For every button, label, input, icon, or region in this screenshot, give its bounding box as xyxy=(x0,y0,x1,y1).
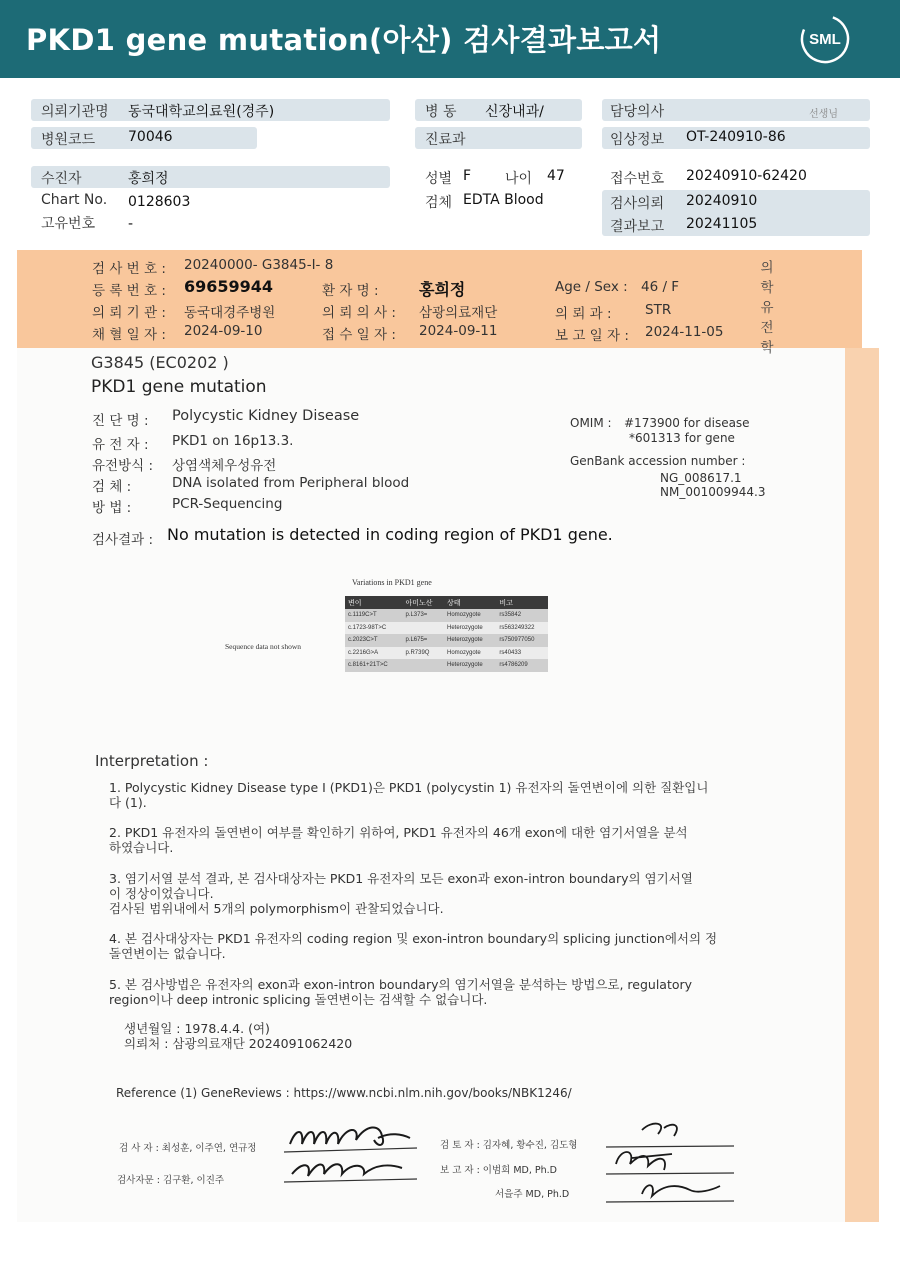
doctor-label: 담당의사 xyxy=(610,104,665,120)
ward-label: 병 동 xyxy=(425,104,457,120)
interp-3c: 검사된 범위내에서 5개의 polymorphism이 관찰되었습니다. xyxy=(109,901,444,916)
variations-table xyxy=(345,596,548,672)
svg-text:SML: SML xyxy=(809,31,841,48)
birth-date: 생년월일 : 1978.4.4. (여) xyxy=(124,1021,270,1036)
side-label: 의 학 유 전 학 xyxy=(760,260,774,356)
req-dept-value: STR xyxy=(645,302,672,318)
omim-disease: #173900 for disease xyxy=(624,416,750,430)
req-doc-value: 삼광의료재단 xyxy=(419,305,498,321)
request-value: 20240910 xyxy=(686,193,758,209)
unique-no-label: 고유번호 xyxy=(41,216,96,232)
test-no-label: 검 사 번 호 : xyxy=(92,261,166,277)
interp-3b: 이 정상이었습니다. xyxy=(109,886,214,901)
specimen-label: 검 체 : xyxy=(92,479,132,495)
inheritance-label: 유전방식 : xyxy=(92,458,154,474)
method-label: 방 법 : xyxy=(92,500,132,516)
req-inst-label: 의 뢰 기 관 : xyxy=(92,305,166,321)
patient-name-value: 홍희정 xyxy=(419,280,466,299)
scanned-report xyxy=(17,250,862,1222)
gene-label: 유 전 자 : xyxy=(92,437,149,453)
inheritance-value: 상염색체우성유전 xyxy=(172,458,277,474)
omim-label: OMIM : xyxy=(570,416,612,430)
reg-no-label: 등 록 번 호 : xyxy=(92,283,166,299)
table-row: c.2216G>A p.R739Q Homozygote rs40433 xyxy=(345,647,548,660)
result-value: No mutation is detected in coding region of PKD1 gene. xyxy=(167,525,613,544)
col-status: 상태 xyxy=(444,596,496,609)
hospital-code-value: 70046 xyxy=(128,129,173,145)
sequence-note: Sequence data not shown xyxy=(225,642,302,651)
doctor-suffix: 선생님 xyxy=(809,109,838,120)
interp-1b: 다 (1). xyxy=(109,795,147,810)
reg-no-value: 69659944 xyxy=(184,277,274,296)
interp-4b: 돌연변이는 없습니다. xyxy=(109,946,226,961)
interp-3a: 3. 염기서열 분석 결과, 본 검사대상자는 PKD1 유전자의 모든 exon과 exon-intron boundary의 염기서열 xyxy=(109,871,693,886)
chart-no-value: 0128603 xyxy=(128,194,191,210)
reporter-name-2: 서을주 MD, Ph.D xyxy=(495,1189,570,1200)
interp-2b: 하였습니다. xyxy=(109,840,174,855)
report-label: 결과보고 xyxy=(610,219,665,235)
reviewer-signature xyxy=(602,1118,737,1208)
method-value: PCR-Sequencing xyxy=(172,496,283,512)
interp-1a: 1. Polycystic Kidney Disease type I (PKD1)은 PKD1 (polycystin 1) 유전자의 돌연변이에 의한 질환입니 xyxy=(109,780,709,795)
req-inst-value: 동국대경주병원 xyxy=(184,305,276,321)
table-row: c.8161+21T>C Heterozygote rs4786209 xyxy=(345,659,548,672)
sex-label: 성별 xyxy=(425,171,453,187)
header-bar xyxy=(0,0,900,78)
request-label: 검사의뢰 xyxy=(610,196,665,212)
col-amino-acid: 아미노산 xyxy=(402,596,444,609)
report-date-value: 2024-11-05 xyxy=(645,324,724,340)
patient-name-label: 환 자 명 : xyxy=(322,283,379,299)
age-label: 나이 xyxy=(505,171,533,187)
interpretation-heading: Interpretation : xyxy=(95,752,209,770)
age-sex-label: Age / Sex : xyxy=(555,279,628,295)
receipt-label: 접수번호 xyxy=(610,171,665,187)
gene-value: PKD1 on 16p13.3. xyxy=(172,433,294,449)
table-row: c.1723-98T>C Heterozygote rs563249322 xyxy=(345,622,548,635)
scanned-report-edge xyxy=(845,348,879,1222)
receipt-value: 20240910-62420 xyxy=(686,168,807,184)
chart-no-label: Chart No. xyxy=(41,192,108,208)
variations-title: Variations in PKD1 gene xyxy=(352,578,432,587)
req-doc-label: 의 뢰 의 사 : xyxy=(322,305,396,321)
table-header-row xyxy=(345,596,548,609)
specimen-value: DNA isolated from Peripheral blood xyxy=(172,475,410,491)
clinical-label: 임상정보 xyxy=(610,132,665,148)
collect-date-label: 채 혈 일 자 : xyxy=(92,327,166,343)
clinical-value: OT-240910-86 xyxy=(686,129,786,145)
reviewer-names: 검 토 자 : 김자혜, 황수진, 김도형 xyxy=(440,1140,578,1151)
test-name: PKD1 gene mutation xyxy=(91,377,267,397)
age-sex-value: 46 / F xyxy=(641,279,680,295)
tester-signature xyxy=(282,1118,422,1188)
institution-label: 의뢰기관명 xyxy=(41,104,109,120)
interp-5b: region이나 deep intronic splicing 돌연변이는 검색할 수 없습니다. xyxy=(109,992,488,1007)
req-dept-label: 의 뢰 과 : xyxy=(555,306,612,322)
report-value: 20241105 xyxy=(686,216,758,232)
page-title: PKD1 gene mutation(아산) 검사결과보고서 xyxy=(26,23,662,57)
patient-value: 홍희정 xyxy=(128,171,169,187)
patient-label: 수진자 xyxy=(41,171,82,187)
col-variant: 변이 xyxy=(345,596,402,609)
receive-date-value: 2024-09-11 xyxy=(419,323,498,339)
interp-2a: 2. PKD1 유전자의 돌연변이 여부를 확인하기 위하여, PKD1 유전자의 46개 exon에 대한 염기서열을 분석 xyxy=(109,825,688,840)
specimen-value: EDTA Blood xyxy=(463,192,544,208)
institution-value: 동국대학교의료원(경주) xyxy=(128,104,275,120)
diagnosis-label: 진 단 명 : xyxy=(92,413,149,429)
patient-row xyxy=(31,166,390,188)
referrer: 의뢰처 : 삼광의료재단 2024091062420 xyxy=(124,1036,353,1051)
diagnosis-value: Polycystic Kidney Disease xyxy=(172,408,360,424)
genbank-label: GenBank accession number : xyxy=(570,454,746,468)
table-row: c.2023C>T p.L675= Heterozygote rs750977050 xyxy=(345,634,548,647)
receive-date-label: 접 수 일 자 : xyxy=(322,327,396,343)
genbank-ng: NG_008617.1 xyxy=(660,471,742,485)
tester-names: 검 사 자 : 최성훈, 이주연, 연규정 xyxy=(119,1143,257,1154)
report-date-label: 보 고 일 자 : xyxy=(555,328,629,344)
genbank-nm: NM_001009944.3 xyxy=(660,485,766,499)
sex-value: F xyxy=(463,168,472,184)
unique-no-value: - xyxy=(128,216,134,232)
reference: Reference (1) GeneReviews : https://www.ncbi.nlm.nih.gov/books/NBK1246/ xyxy=(116,1086,572,1100)
tester-advisor-names: 검사자문 : 김구환, 이진주 xyxy=(117,1175,225,1186)
test-code: G3845 (EC0202 ) xyxy=(91,353,229,372)
col-note: 비고 xyxy=(496,596,548,609)
hospital-code-label: 병원코드 xyxy=(41,132,96,148)
specimen-label: 검체 xyxy=(425,195,453,211)
ward-value: 신장내과/ xyxy=(485,104,544,120)
interp-4a: 4. 본 검사대상자는 PKD1 유전자의 coding region 및 exon-intron boundary의 splicing junction에서의 정 xyxy=(109,931,718,946)
department-label: 진료과 xyxy=(425,132,466,148)
sml-logo xyxy=(800,14,850,64)
table-row: c.1119C>T p.L373= Homozygote rs35842 xyxy=(345,609,548,622)
age-value: 47 xyxy=(547,168,565,184)
omim-gene: *601313 for gene xyxy=(629,431,735,445)
interp-5a: 5. 본 검사방법은 유전자의 exon과 exon-intron boundary의 염기서열을 분석하는 방법으로, regulatory xyxy=(109,977,693,992)
test-no-value: 20240000- G3845-I- 8 xyxy=(184,257,334,273)
reporter-name: 보 고 자 : 이범희 MD, Ph.D xyxy=(440,1165,557,1176)
collect-date-value: 2024-09-10 xyxy=(184,323,263,339)
result-label: 검사결과 : xyxy=(92,532,154,548)
